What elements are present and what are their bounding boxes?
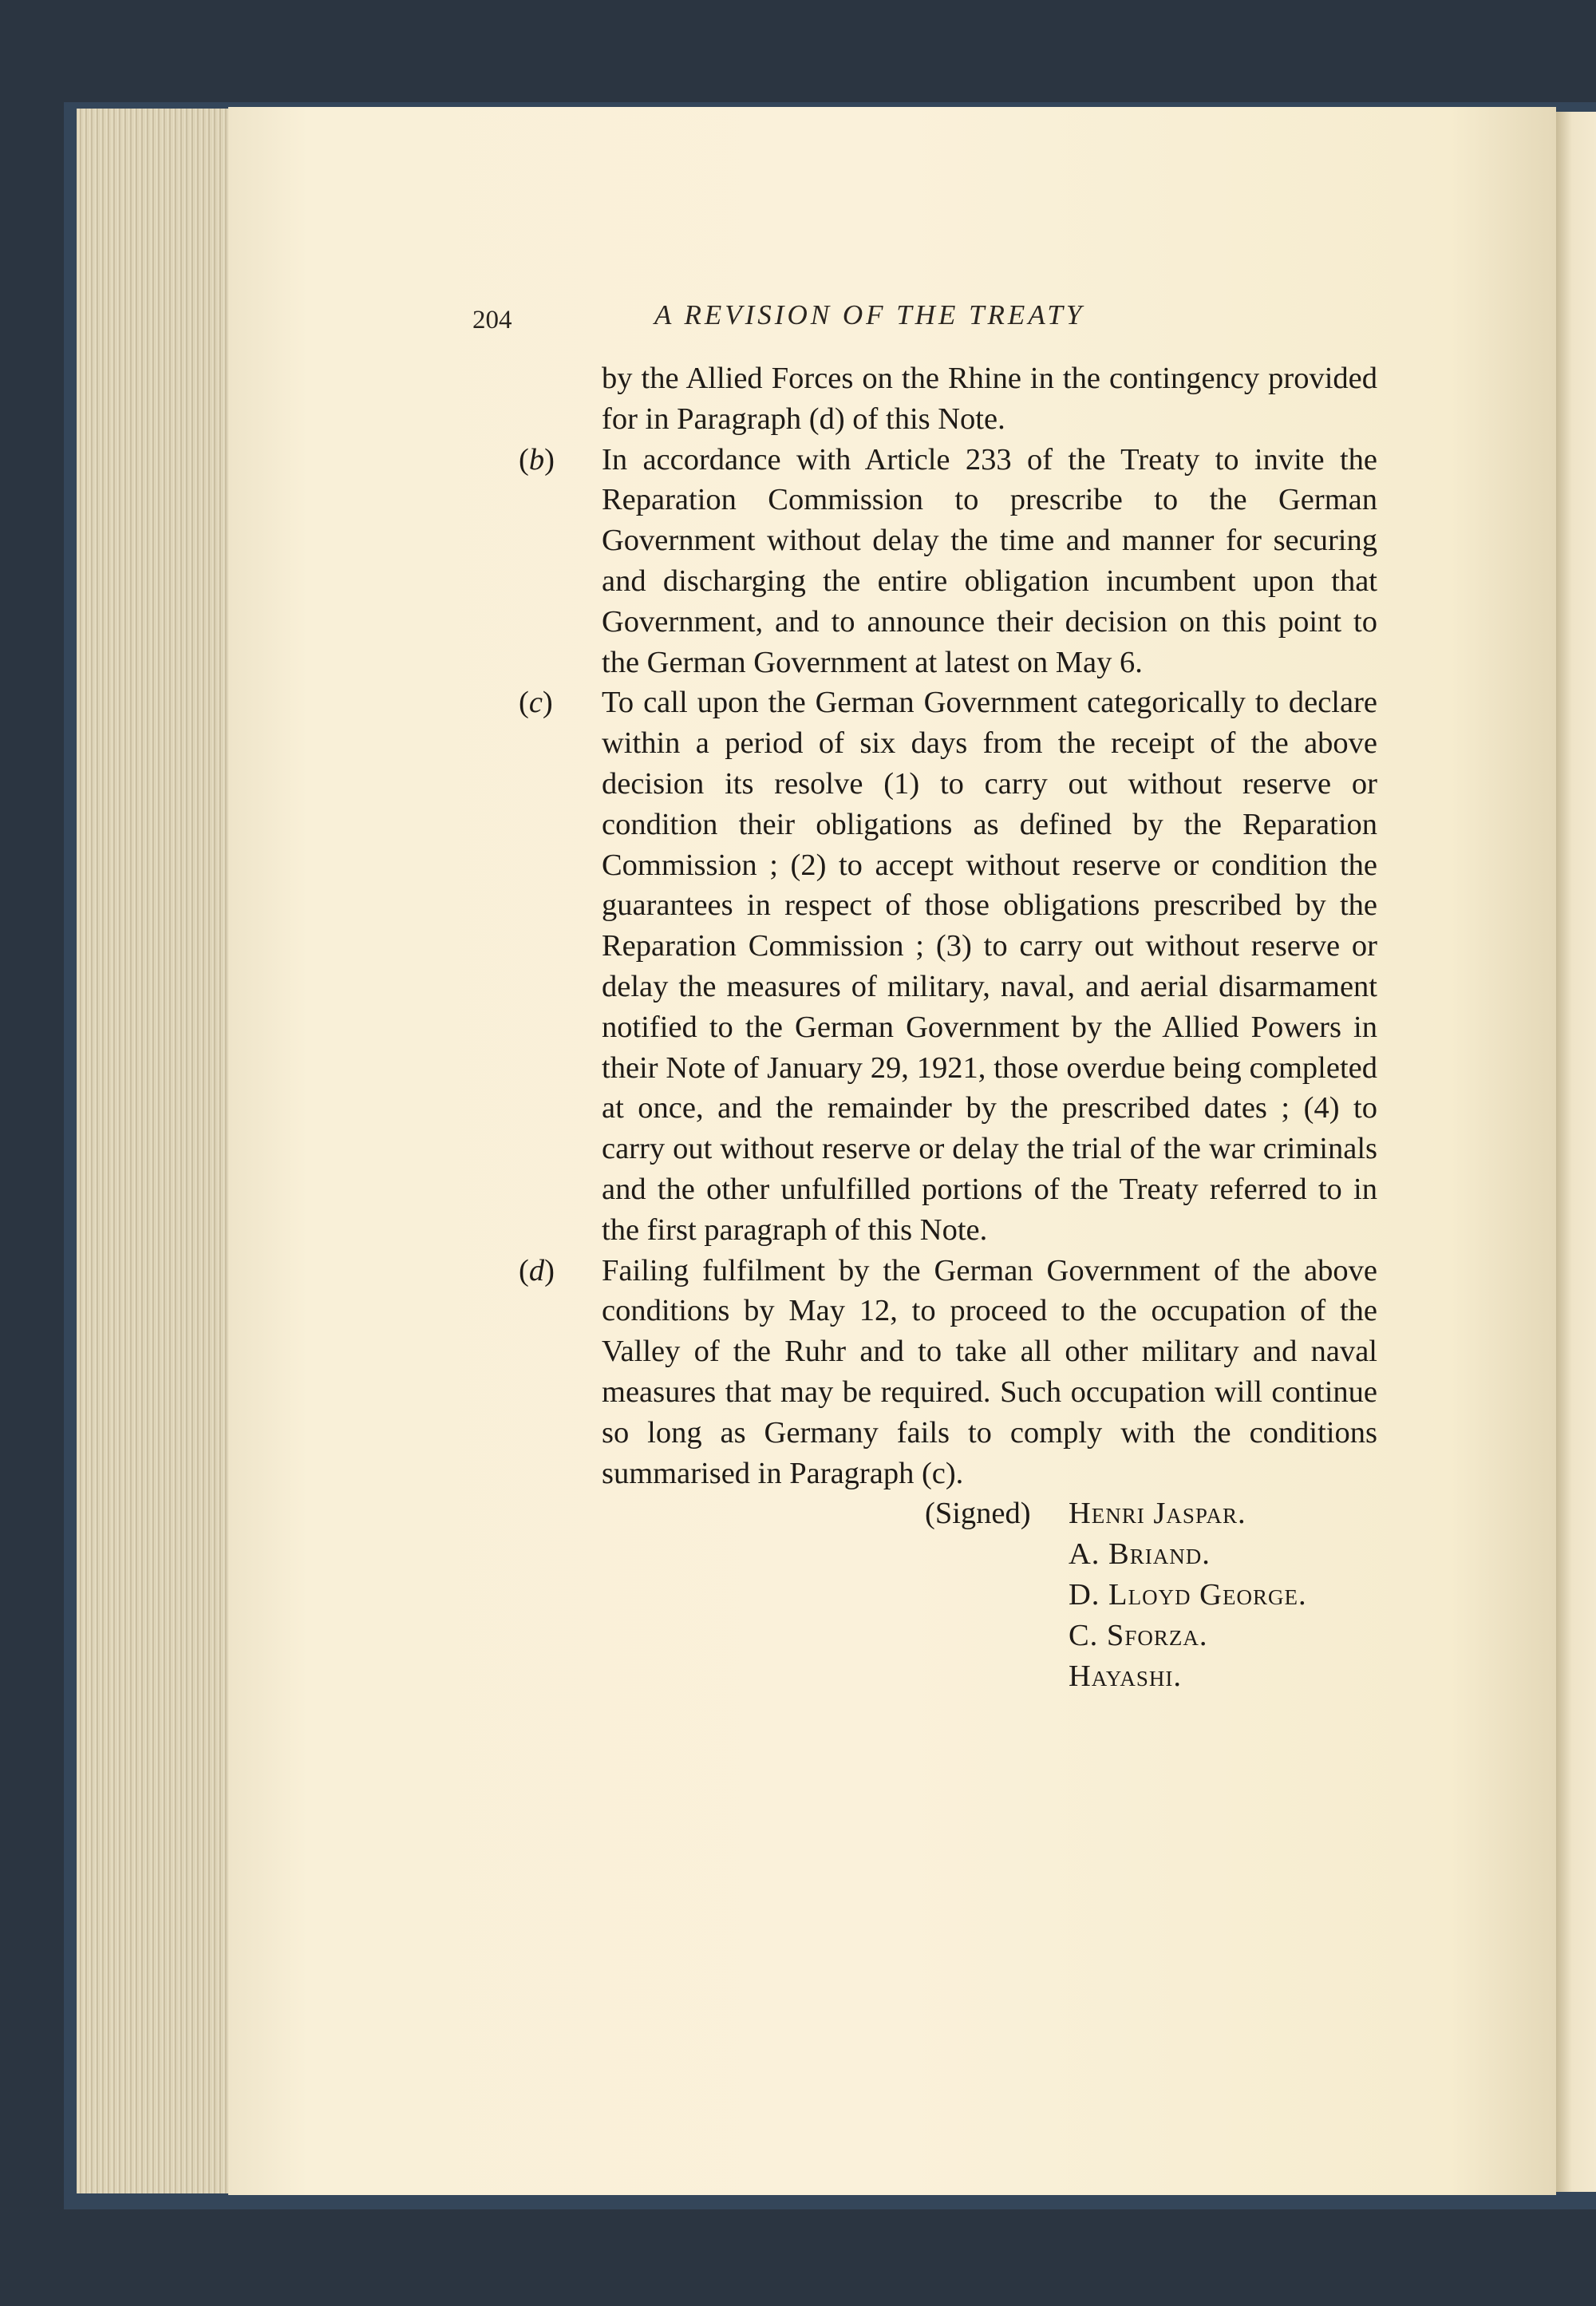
item-d-text: Failing fulfilment by the German Government of the above conditions by May 12, to proceed to the occupation of the Valley of the Ruhr and to take all other military and naval measures that may be required. Such occupation will continue so long as Germany fails to comply with the conditions summarised in Paragraph (c). <box>602 1253 1377 1490</box>
item-b-text: In accordance with Article 233 of the Treaty to invite the Reparation Commission to prescribe to the German Government without delay the time and manner for securing and discharging the entire obligation incumbent upon that Government, and to announce their decision on this point to the German Government at latest on May 6. <box>602 442 1377 679</box>
page-number: 204 <box>472 306 512 334</box>
item-d-label: (d) <box>519 1253 555 1287</box>
signatory-name: A. Briand. <box>1069 1537 1211 1572</box>
running-title: A REVISION OF THE TREATY <box>654 299 1085 330</box>
item-b <box>519 440 1377 683</box>
signatory-name: Hayashi. <box>1069 1659 1182 1693</box>
page-body <box>519 358 1377 1701</box>
page-edges <box>77 109 233 2193</box>
signatory-name: D. Lloyd George. <box>1069 1577 1307 1612</box>
item-c-text: To call upon the German Government categorically to declare within a period of six days from the receipt of the above decision its resolve (1) to carry out without reserve or condition their obligations as defined by the Reparation Commission ; (2) to accept without reserve or condition the guarantees in respect of those obligations prescribed by the Reparation Commission ; (3) to carry out without reserve or delay the measures of military, naval, and aerial disarmament notified to the German Government by the Allied Powers in their Note of January 29, 1921, those overdue being completed at once, and the remainder by the prescribed dates ; (4) to carry out without reserve or delay the trial of the war criminals and the other unfulfilled portions of the Treaty referred to in the first paragraph of this Note. <box>602 686 1377 1247</box>
item-c-label: (c) <box>519 686 553 720</box>
item-d <box>519 1251 1377 1494</box>
facing-page-edge <box>1556 112 1596 2192</box>
continuation-paragraph <box>519 358 1377 440</box>
signatory-name: Henri Jaspar. <box>1069 1497 1246 1531</box>
signatory-name: C. Sforza. <box>1069 1618 1208 1652</box>
signed-label: (Signed) <box>925 1497 1031 1531</box>
item-b-label: (b) <box>519 442 555 477</box>
signature-block <box>519 1493 1377 1701</box>
signatory-list <box>1069 1493 1307 1696</box>
continuation-text: by the Allied Forces on the Rhine in the contingency provided for in Paragraph (d) of this Note. <box>602 362 1377 436</box>
item-c <box>519 682 1377 1250</box>
